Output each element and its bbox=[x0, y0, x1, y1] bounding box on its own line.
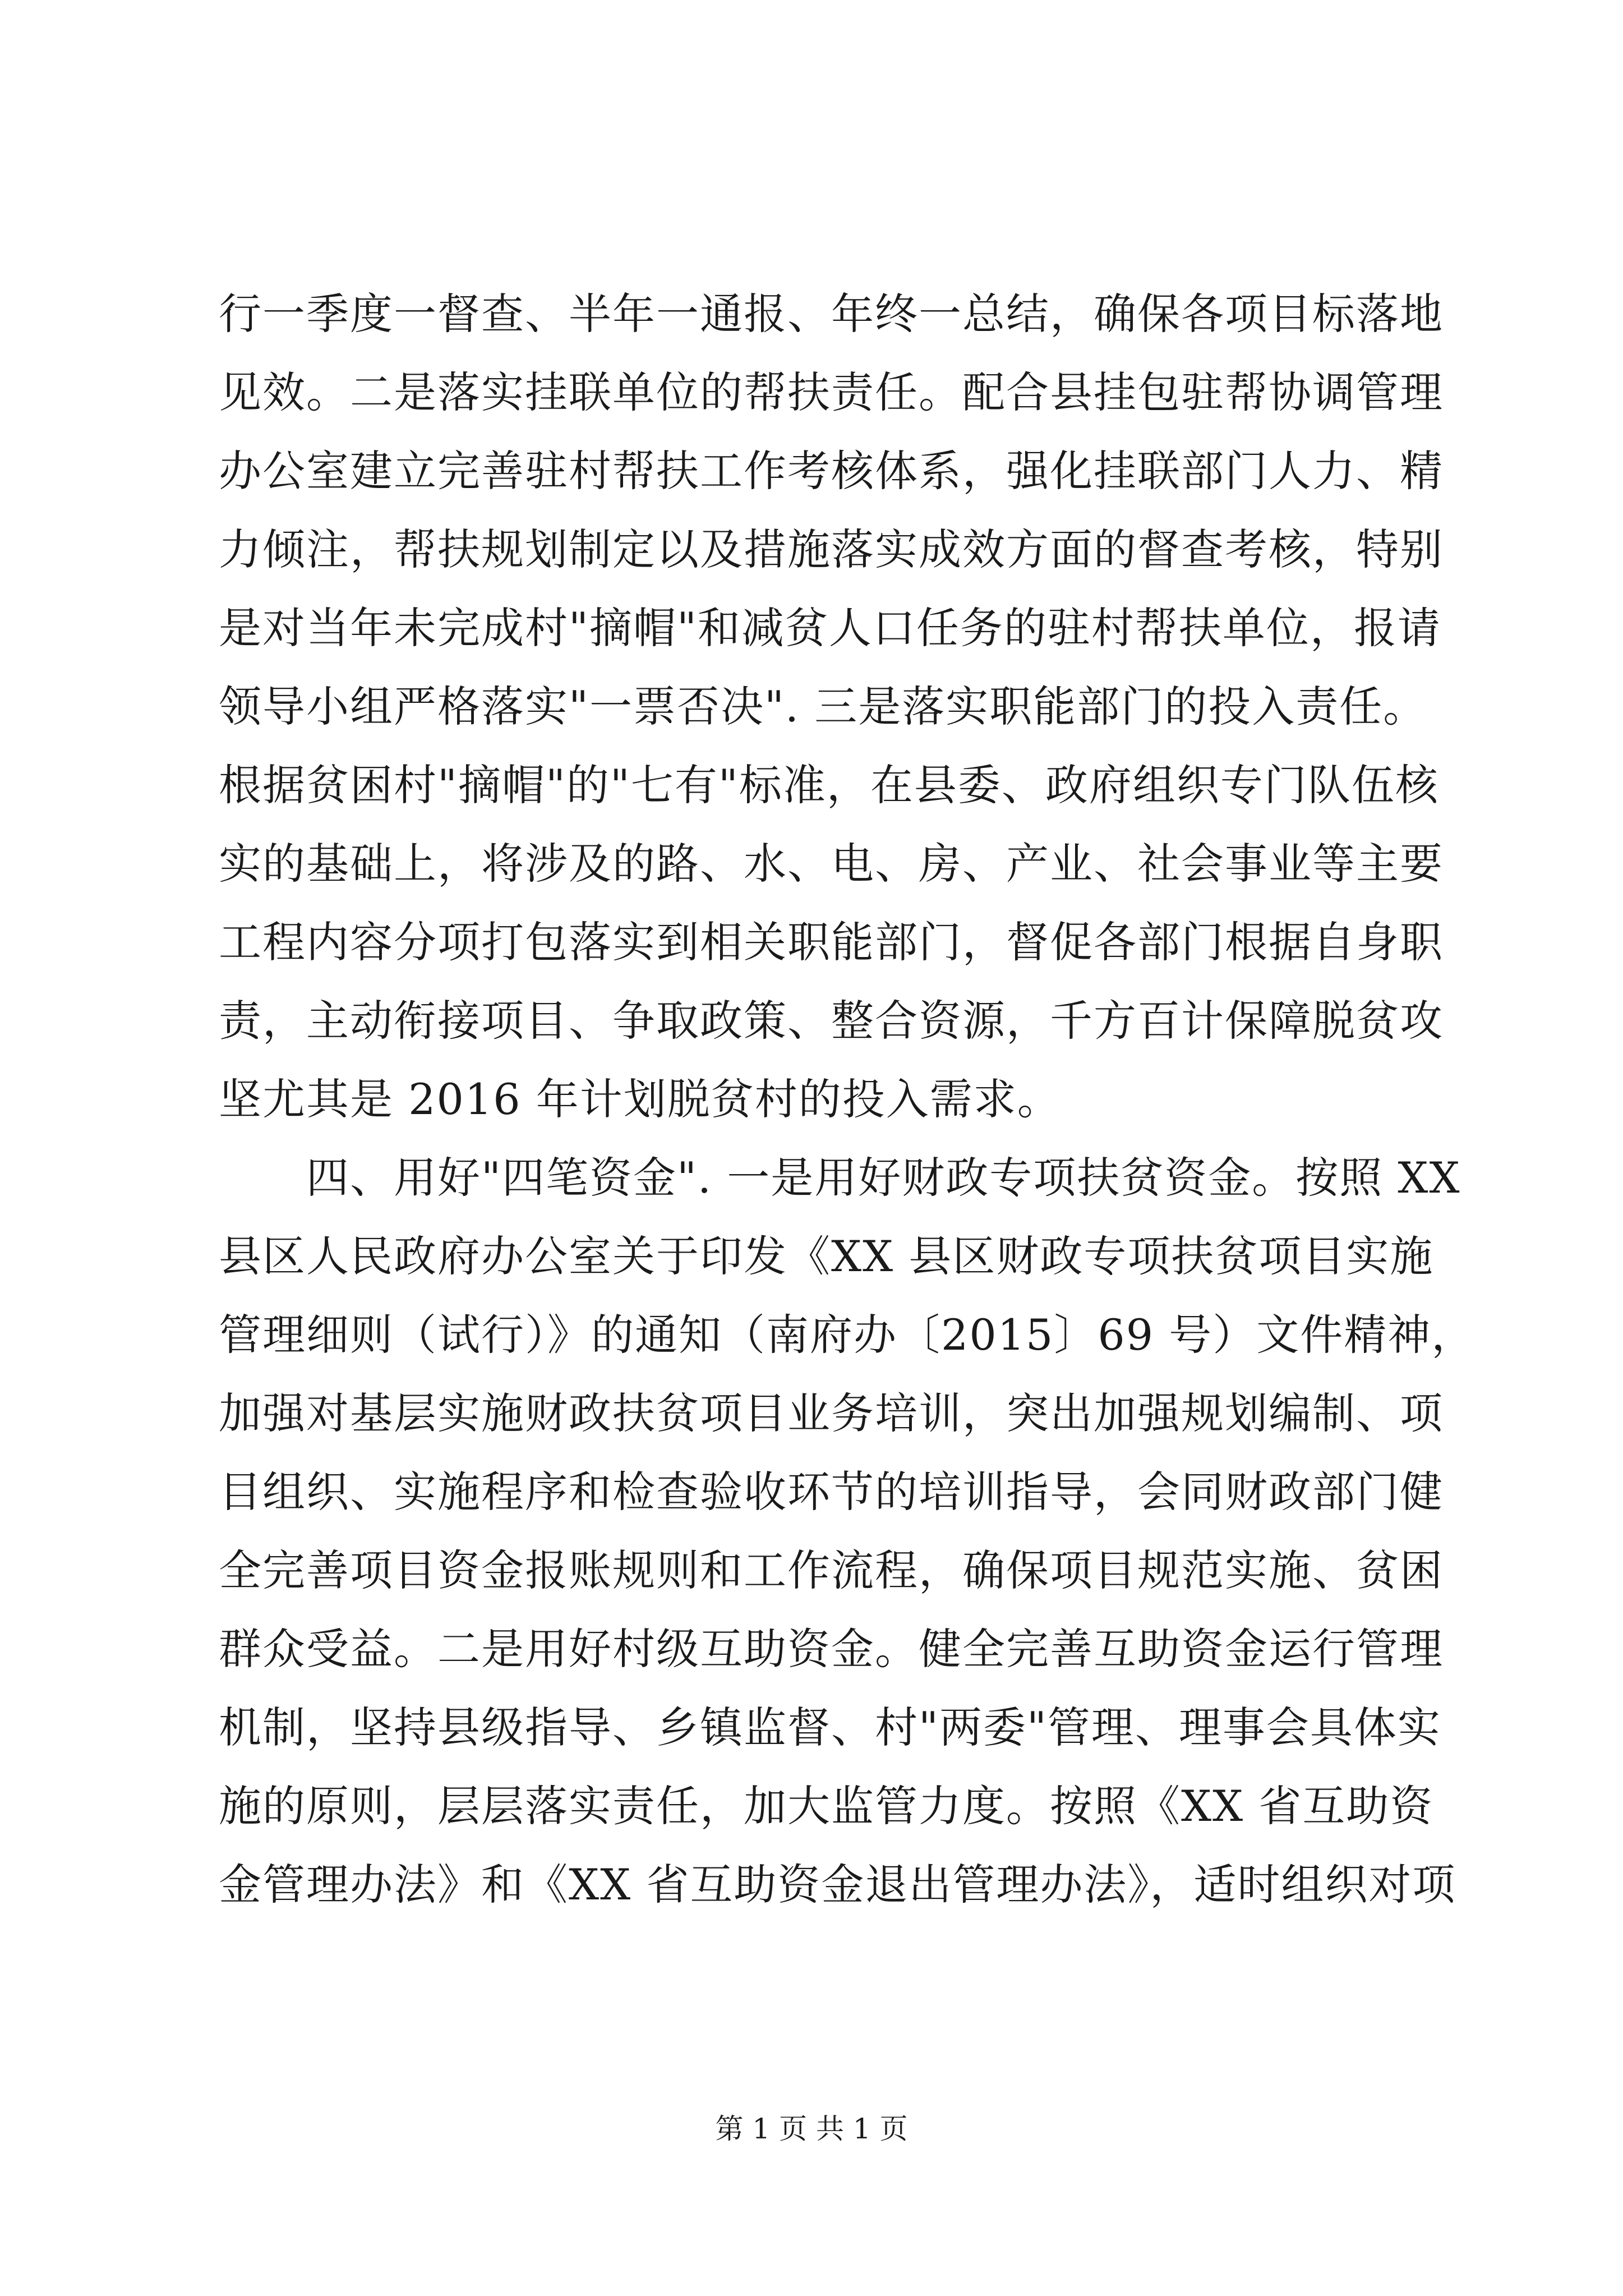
text-line-7: 根据贫困村"摘帽"的"七有"标准，在县委、政府组织专门队伍核 bbox=[219, 760, 1439, 810]
text-line-6: 领导小组严格落实"一票否决". 三是落实职能部门的投入责任。 bbox=[219, 682, 1427, 731]
text-line-8: 实的基础上，将涉及的路、水、电、房、产业、社会事业等主要 bbox=[219, 839, 1444, 889]
text-line-9: 工程内容分项打包落实到相关职能部门，督促各部门根据自身职 bbox=[219, 917, 1444, 967]
text-line-2: 见效。二是落实挂联单位的帮扶责任。配合县挂包驻帮协调管理 bbox=[219, 367, 1444, 417]
text-line-16: 目组织、实施程序和检查验收环节的培训指导，会同财政部门健 bbox=[219, 1467, 1444, 1517]
text-line-20: 施的原则，层层落实责任，加大监管力度。按照《XX 省互助资 bbox=[219, 1781, 1434, 1831]
text-line-4: 力倾注，帮扶规划制定以及措施落实成效方面的督查考核，特别 bbox=[219, 524, 1444, 574]
text-line-15: 加强对基层实施财政扶贫项目业务培训，突出加强规划编制、项 bbox=[219, 1388, 1444, 1438]
text-line-18: 群众受益。二是用好村级互助资金。健全完善互助资金运行管理 bbox=[219, 1624, 1444, 1674]
text-line-10: 责，主动衔接项目、争取政策、整合资源，千方百计保障脱贫攻 bbox=[219, 996, 1444, 1046]
text-line-21: 金管理办法》和《XX 省互助资金退出管理办法》，适时组织对项 bbox=[219, 1860, 1456, 1910]
text-line-1: 行一季度一督查、半年一通报、年终一总结，确保各项目标落地 bbox=[219, 289, 1444, 339]
text-line-5: 是对当年未完成村"摘帽"和减贫人口任务的驻村帮扶单位，报请 bbox=[219, 603, 1441, 653]
text-line-11: 坚尤其是 2016 年计划脱贫村的投入需求。 bbox=[219, 1074, 1061, 1124]
text-line-17: 全完善项目资金报账规则和工作流程，确保项目规范实施、贫困 bbox=[219, 1545, 1444, 1595]
page-footer: 第 1 页 共 1 页 bbox=[715, 2113, 908, 2145]
text-line-19: 机制，坚持县级指导、乡镇监督、村"两委"管理、理事会具体实 bbox=[219, 1703, 1441, 1752]
text-line-13: 县区人民政府办公室关于印发《XX 县区财政专项扶贫项目实施 bbox=[219, 1231, 1434, 1281]
text-line-12: 四、用好"四笔资金". 一是用好财政专项扶贫资金。按照 XX bbox=[219, 1153, 1461, 1203]
text-line-3: 办公室建立完善驻村帮扶工作考核体系，强化挂联部门人力、精 bbox=[219, 446, 1444, 496]
text-line-14: 管理细则（试行）》的通知（南府办〔2015〕69 号）文件精神， bbox=[219, 1310, 1476, 1360]
